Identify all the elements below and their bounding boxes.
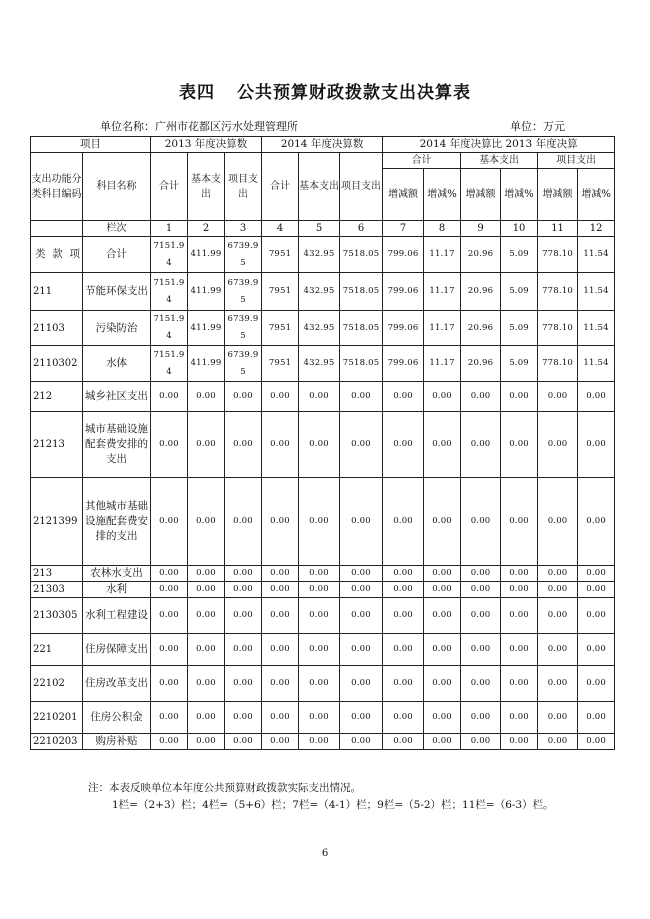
header-2014-total: 合计 xyxy=(262,153,299,221)
value-cell-col-5: 0.00 xyxy=(299,734,340,750)
value-cell-col-1: 0.00 xyxy=(151,566,188,582)
value-cell-col-4: 0.00 xyxy=(262,666,299,702)
value-cell-col-7: 0.00 xyxy=(383,666,424,702)
value-cell-col-3: 0.00 xyxy=(225,478,262,566)
value-cell-col-3: 0.00 xyxy=(225,598,262,634)
value-cell-col-9: 20.96 xyxy=(461,311,501,346)
value-cell-col-8: 0.00 xyxy=(424,566,461,582)
table-title: 公共预算财政拨款支出决算表 xyxy=(237,83,471,103)
value-cell-col-7: 799.06 xyxy=(383,346,424,382)
column-number: 5 xyxy=(299,221,340,237)
function-code: 212 xyxy=(31,382,83,412)
value-cell-col-1: 0.00 xyxy=(151,734,188,750)
column-number: 4 xyxy=(262,221,299,237)
table-row xyxy=(31,566,615,582)
subject-name: 其他城市基础设施配套费安排的支出 xyxy=(83,478,151,566)
value-cell-col-3: 6739.95 xyxy=(225,237,262,273)
value-cell-col-7: 0.00 xyxy=(383,702,424,734)
value-cell-col-3: 0.00 xyxy=(225,382,262,412)
value-cell-col-9: 0.00 xyxy=(461,702,501,734)
value-cell-col-1: 0.00 xyxy=(151,702,188,734)
value-cell-col-10: 0.00 xyxy=(501,412,538,478)
value-cell-col-9: 0.00 xyxy=(461,582,501,598)
header-inc-percent: 增减% xyxy=(501,169,538,221)
value-cell-col-12: 0.00 xyxy=(578,566,615,582)
footnote-formula: 1栏=（2+3）栏；4栏=（5+6）栏；7栏=（4-1）栏；9栏=（5-2）栏；11栏=（6-3）栏。 xyxy=(112,799,554,811)
value-cell-col-8: 0.00 xyxy=(424,582,461,598)
function-code: 2121399 xyxy=(31,478,83,566)
value-cell-col-12: 0.00 xyxy=(578,634,615,666)
value-cell-col-2: 0.00 xyxy=(188,598,225,634)
value-cell-col-10: 5.09 xyxy=(501,346,538,382)
value-cell-col-3: 0.00 xyxy=(225,566,262,582)
header-2013-total: 合计 xyxy=(151,153,188,221)
value-cell-col-10: 0.00 xyxy=(501,478,538,566)
value-cell-col-4: 7951 xyxy=(262,237,299,273)
value-cell-col-11: 778.10 xyxy=(538,346,578,382)
table-number: 表四 xyxy=(179,83,215,103)
value-cell-col-1: 0.00 xyxy=(151,582,188,598)
value-cell-col-1: 7151.94 xyxy=(151,237,188,273)
row-category-headers xyxy=(31,237,83,273)
value-cell-col-4: 7951 xyxy=(262,273,299,311)
value-cell-col-4: 7951 xyxy=(262,311,299,346)
value-cell-col-6: 0.00 xyxy=(340,412,383,478)
value-cell-col-8: 11.17 xyxy=(424,273,461,311)
value-cell-col-12: 0.00 xyxy=(578,582,615,598)
value-cell-col-6: 0.00 xyxy=(340,478,383,566)
value-cell-col-8: 11.17 xyxy=(424,346,461,382)
header-cmp-total: 合计 xyxy=(383,153,461,169)
header-func-code: 支出功能分类科目编码 xyxy=(31,153,83,221)
value-cell-col-10: 0.00 xyxy=(501,634,538,666)
table-row xyxy=(31,346,615,382)
value-cell-col-12: 0.00 xyxy=(578,412,615,478)
value-cell-col-4: 0.00 xyxy=(262,582,299,598)
value-cell-col-4: 0.00 xyxy=(262,478,299,566)
value-cell-col-7: 0.00 xyxy=(383,566,424,582)
expenditure-table xyxy=(30,136,615,750)
value-cell-col-11: 0.00 xyxy=(538,634,578,666)
value-cell-col-5: 0.00 xyxy=(299,666,340,702)
value-cell-col-11: 778.10 xyxy=(538,311,578,346)
value-cell-col-5: 0.00 xyxy=(299,598,340,634)
table-row xyxy=(31,666,615,702)
value-cell-col-2: 0.00 xyxy=(188,666,225,702)
value-cell-col-3: 0.00 xyxy=(225,412,262,478)
column-number: 3 xyxy=(225,221,262,237)
value-cell-col-11: 0.00 xyxy=(538,382,578,412)
value-cell-col-8: 0.00 xyxy=(424,382,461,412)
value-cell-col-7: 799.06 xyxy=(383,237,424,273)
value-cell-col-1: 7151.94 xyxy=(151,346,188,382)
header-row-2 xyxy=(31,153,615,169)
column-number: 2 xyxy=(188,221,225,237)
value-cell-col-1: 0.00 xyxy=(151,412,188,478)
value-cell-col-3: 6739.95 xyxy=(225,346,262,382)
value-cell-col-8: 0.00 xyxy=(424,702,461,734)
value-cell-col-1: 0.00 xyxy=(151,598,188,634)
function-code: 21213 xyxy=(31,412,83,478)
value-cell-col-11: 778.10 xyxy=(538,237,578,273)
value-cell-col-5: 0.00 xyxy=(299,412,340,478)
table-row xyxy=(31,702,615,734)
value-cell-col-7: 0.00 xyxy=(383,412,424,478)
column-number: 6 xyxy=(340,221,383,237)
function-code: 221 xyxy=(31,634,83,666)
value-cell-col-1: 0.00 xyxy=(151,666,188,702)
table-row xyxy=(31,478,615,566)
value-cell-col-11: 0.00 xyxy=(538,412,578,478)
table-row xyxy=(31,734,615,750)
value-cell-col-3: 0.00 xyxy=(225,734,262,750)
value-cell-col-12: 0.00 xyxy=(578,734,615,750)
value-cell-col-2: 0.00 xyxy=(188,478,225,566)
value-cell-col-6: 0.00 xyxy=(340,666,383,702)
table-row xyxy=(31,311,615,346)
value-cell-col-4: 0.00 xyxy=(262,598,299,634)
header-inc-percent: 增减% xyxy=(578,169,615,221)
column-number-spacer xyxy=(31,221,83,237)
value-cell-col-6: 7518.05 xyxy=(340,273,383,311)
value-cell-col-10: 0.00 xyxy=(501,582,538,598)
column-number: 12 xyxy=(578,221,615,237)
column-number: 10 xyxy=(501,221,538,237)
value-cell-col-1: 0.00 xyxy=(151,382,188,412)
subject-name: 住房公积金 xyxy=(83,702,151,734)
value-cell-col-5: 0.00 xyxy=(299,582,340,598)
value-cell-col-8: 0.00 xyxy=(424,478,461,566)
value-cell-col-8: 0.00 xyxy=(424,734,461,750)
value-cell-col-3: 0.00 xyxy=(225,582,262,598)
value-cell-col-5: 432.95 xyxy=(299,237,340,273)
function-code: 2210201 xyxy=(31,702,83,734)
value-cell-col-8: 0.00 xyxy=(424,666,461,702)
header-item: 项目 xyxy=(31,137,151,153)
value-cell-col-12: 11.54 xyxy=(578,273,615,311)
value-cell-col-5: 432.95 xyxy=(299,311,340,346)
header-subject-name: 科目名称 xyxy=(83,153,151,221)
category-label-xiang: 项 xyxy=(69,248,80,260)
value-cell-col-10: 5.09 xyxy=(501,311,538,346)
header-inc-amount: 增减额 xyxy=(461,169,501,221)
value-cell-col-2: 0.00 xyxy=(188,582,225,598)
table-row xyxy=(31,237,615,273)
subject-name: 节能环保支出 xyxy=(83,273,151,311)
value-cell-col-8: 0.00 xyxy=(424,598,461,634)
function-code: 211 xyxy=(31,273,83,311)
value-cell-col-11: 0.00 xyxy=(538,702,578,734)
table-row xyxy=(31,598,615,634)
value-cell-col-3: 0.00 xyxy=(225,702,262,734)
value-cell-col-12: 0.00 xyxy=(578,382,615,412)
header-compare: 2014 年度决算比 2013 年度决算 xyxy=(383,137,615,153)
column-number-row xyxy=(31,221,615,237)
column-number: 8 xyxy=(424,221,461,237)
page-number: 6 xyxy=(321,848,329,859)
value-cell-col-10: 0.00 xyxy=(501,382,538,412)
subject-name: 住房保障支出 xyxy=(83,634,151,666)
header-cmp-basic: 基本支出 xyxy=(461,153,538,169)
value-cell-col-6: 7518.05 xyxy=(340,311,383,346)
table-row xyxy=(31,273,615,311)
value-cell-col-2: 0.00 xyxy=(188,634,225,666)
function-code: 2210203 xyxy=(31,734,83,750)
header-2014-project: 项目支出 xyxy=(340,153,383,221)
function-code: 2130305 xyxy=(31,598,83,634)
value-cell-col-8: 11.17 xyxy=(424,311,461,346)
subject-name: 水体 xyxy=(83,346,151,382)
value-cell-col-4: 7951 xyxy=(262,346,299,382)
column-number: 1 xyxy=(151,221,188,237)
value-cell-col-9: 0.00 xyxy=(461,566,501,582)
header-2013-project: 项目支出 xyxy=(225,153,262,221)
value-cell-col-11: 0.00 xyxy=(538,598,578,634)
value-cell-col-12: 11.54 xyxy=(578,237,615,273)
currency-unit: 单位：万元 xyxy=(510,120,565,133)
value-cell-col-11: 0.00 xyxy=(538,582,578,598)
value-cell-col-12: 11.54 xyxy=(578,311,615,346)
value-cell-col-12: 11.54 xyxy=(578,346,615,382)
value-cell-col-10: 5.09 xyxy=(501,273,538,311)
table-row xyxy=(31,412,615,478)
value-cell-col-7: 799.06 xyxy=(383,273,424,311)
column-number: 11 xyxy=(538,221,578,237)
subject-name: 城乡社区支出 xyxy=(83,382,151,412)
table-row xyxy=(31,582,615,598)
value-cell-col-5: 0.00 xyxy=(299,382,340,412)
value-cell-col-3: 0.00 xyxy=(225,634,262,666)
value-cell-col-9: 20.96 xyxy=(461,346,501,382)
value-cell-col-4: 0.00 xyxy=(262,634,299,666)
value-cell-col-2: 0.00 xyxy=(188,382,225,412)
header-2014-basic: 基本支出 xyxy=(299,153,340,221)
value-cell-col-3: 6739.95 xyxy=(225,273,262,311)
value-cell-col-7: 0.00 xyxy=(383,582,424,598)
header-inc-amount: 增减额 xyxy=(383,169,424,221)
value-cell-col-4: 0.00 xyxy=(262,702,299,734)
column-number: 9 xyxy=(461,221,501,237)
column-number: 7 xyxy=(383,221,424,237)
header-cmp-project: 项目支出 xyxy=(538,153,615,169)
value-cell-col-12: 0.00 xyxy=(578,478,615,566)
value-cell-col-2: 411.99 xyxy=(188,273,225,311)
value-cell-col-11: 0.00 xyxy=(538,734,578,750)
value-cell-col-10: 5.09 xyxy=(501,237,538,273)
value-cell-col-9: 0.00 xyxy=(461,598,501,634)
value-cell-col-6: 0.00 xyxy=(340,582,383,598)
value-cell-col-6: 0.00 xyxy=(340,566,383,582)
value-cell-col-6: 0.00 xyxy=(340,634,383,666)
value-cell-col-9: 20.96 xyxy=(461,237,501,273)
value-cell-col-2: 0.00 xyxy=(188,734,225,750)
value-cell-col-7: 0.00 xyxy=(383,634,424,666)
subject-name: 水利工程建设 xyxy=(83,598,151,634)
unit-name: 单位名称：广州市花都区污水处理管理所 xyxy=(100,120,298,133)
footnote: 注：本表反映单位本年度公共预算财政拨款实际支出情况。 xyxy=(88,782,361,794)
value-cell-col-7: 799.06 xyxy=(383,311,424,346)
value-cell-col-3: 0.00 xyxy=(225,666,262,702)
header-row-1 xyxy=(31,137,615,153)
subject-name: 购房补贴 xyxy=(83,734,151,750)
value-cell-col-1: 0.00 xyxy=(151,634,188,666)
value-cell-col-1: 7151.94 xyxy=(151,311,188,346)
value-cell-col-9: 20.96 xyxy=(461,273,501,311)
value-cell-col-9: 0.00 xyxy=(461,478,501,566)
value-cell-col-4: 0.00 xyxy=(262,382,299,412)
value-cell-col-9: 0.00 xyxy=(461,412,501,478)
value-cell-col-9: 0.00 xyxy=(461,382,501,412)
value-cell-col-5: 0.00 xyxy=(299,702,340,734)
value-cell-col-7: 0.00 xyxy=(383,382,424,412)
value-cell-col-6: 0.00 xyxy=(340,702,383,734)
value-cell-col-4: 0.00 xyxy=(262,734,299,750)
column-number-label: 栏次 xyxy=(83,221,151,237)
function-code: 213 xyxy=(31,566,83,582)
value-cell-col-7: 0.00 xyxy=(383,478,424,566)
value-cell-col-2: 411.99 xyxy=(188,311,225,346)
value-cell-col-6: 0.00 xyxy=(340,382,383,412)
value-cell-col-10: 0.00 xyxy=(501,734,538,750)
category-labels xyxy=(33,247,82,262)
value-cell-col-2: 0.00 xyxy=(188,702,225,734)
value-cell-col-9: 0.00 xyxy=(461,634,501,666)
value-cell-col-12: 0.00 xyxy=(578,598,615,634)
function-code: 21103 xyxy=(31,311,83,346)
subject-name: 水利 xyxy=(83,582,151,598)
page-title xyxy=(0,78,650,103)
header-inc-amount: 增减额 xyxy=(538,169,578,221)
value-cell-col-7: 0.00 xyxy=(383,734,424,750)
value-cell-col-1: 7151.94 xyxy=(151,273,188,311)
value-cell-col-9: 0.00 xyxy=(461,734,501,750)
table-row xyxy=(31,382,615,412)
value-cell-col-11: 0.00 xyxy=(538,478,578,566)
value-cell-col-10: 0.00 xyxy=(501,598,538,634)
header-2014: 2014 年度决算数 xyxy=(262,137,383,153)
value-cell-col-5: 432.95 xyxy=(299,273,340,311)
value-cell-col-2: 0.00 xyxy=(188,566,225,582)
header-2013: 2013 年度决算数 xyxy=(151,137,262,153)
value-cell-col-2: 411.99 xyxy=(188,346,225,382)
value-cell-col-5: 0.00 xyxy=(299,566,340,582)
function-code: 22102 xyxy=(31,666,83,702)
value-cell-col-5: 432.95 xyxy=(299,346,340,382)
subject-name: 城市基础设施配套费安排的支出 xyxy=(83,412,151,478)
value-cell-col-4: 0.00 xyxy=(262,566,299,582)
category-label-lei: 类 xyxy=(35,248,46,260)
value-cell-col-6: 0.00 xyxy=(340,598,383,634)
value-cell-col-8: 0.00 xyxy=(424,412,461,478)
category-label-kuan: 款 xyxy=(52,248,63,260)
value-cell-col-2: 411.99 xyxy=(188,237,225,273)
value-cell-col-10: 0.00 xyxy=(501,702,538,734)
value-cell-col-10: 0.00 xyxy=(501,566,538,582)
value-cell-col-11: 0.00 xyxy=(538,666,578,702)
function-code: 21303 xyxy=(31,582,83,598)
header-inc-percent: 增减% xyxy=(424,169,461,221)
value-cell-col-6: 7518.05 xyxy=(340,346,383,382)
subject-name: 农林水支出 xyxy=(83,566,151,582)
value-cell-col-7: 0.00 xyxy=(383,598,424,634)
subject-name: 污染防治 xyxy=(83,311,151,346)
header-2013-basic: 基本支出 xyxy=(188,153,225,221)
value-cell-col-6: 0.00 xyxy=(340,734,383,750)
value-cell-col-5: 0.00 xyxy=(299,634,340,666)
value-cell-col-10: 0.00 xyxy=(501,666,538,702)
value-cell-col-9: 0.00 xyxy=(461,666,501,702)
value-cell-col-4: 0.00 xyxy=(262,412,299,478)
value-cell-col-11: 0.00 xyxy=(538,566,578,582)
table-row xyxy=(31,634,615,666)
subject-name: 合计 xyxy=(83,237,151,273)
value-cell-col-6: 7518.05 xyxy=(340,237,383,273)
value-cell-col-1: 0.00 xyxy=(151,478,188,566)
function-code: 2110302 xyxy=(31,346,83,382)
value-cell-col-12: 0.00 xyxy=(578,666,615,702)
value-cell-col-2: 0.00 xyxy=(188,412,225,478)
value-cell-col-3: 6739.95 xyxy=(225,311,262,346)
subject-name: 住房改革支出 xyxy=(83,666,151,702)
value-cell-col-5: 0.00 xyxy=(299,478,340,566)
value-cell-col-11: 778.10 xyxy=(538,273,578,311)
value-cell-col-12: 0.00 xyxy=(578,702,615,734)
value-cell-col-8: 11.17 xyxy=(424,237,461,273)
value-cell-col-8: 0.00 xyxy=(424,634,461,666)
